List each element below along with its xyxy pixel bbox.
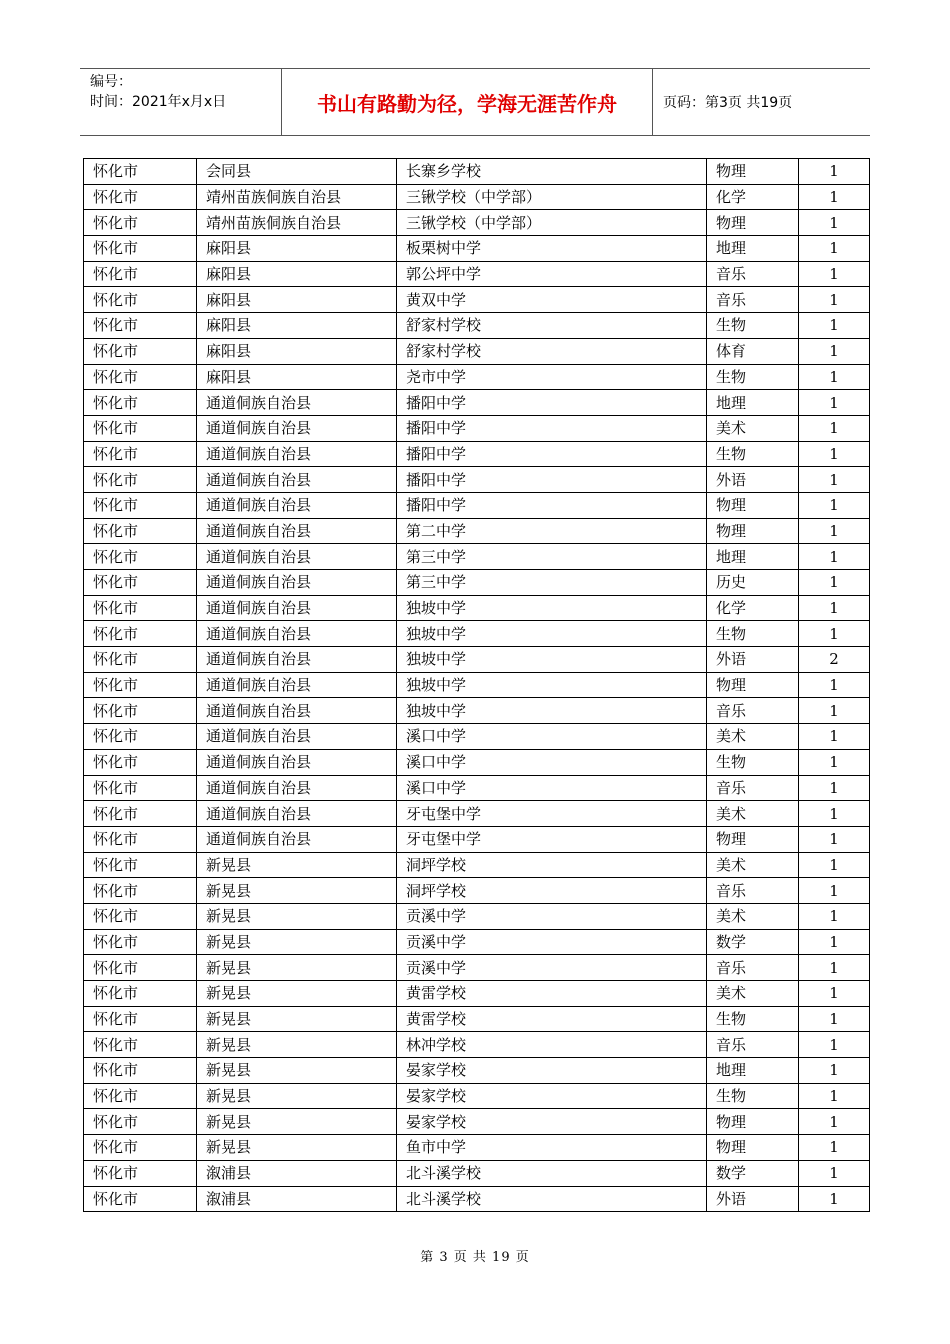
school-cell: 溪口中学 [397,749,707,775]
city-cell: 怀化市 [84,775,197,801]
city-cell: 怀化市 [84,801,197,827]
table-row [84,801,870,827]
subject-cell: 美术 [707,981,799,1007]
subject-cell: 外语 [707,1186,799,1212]
city-cell: 怀化市 [84,1058,197,1084]
city-cell: 怀化市 [84,1135,197,1161]
table-row [84,698,870,724]
subject-cell: 外语 [707,467,799,493]
table-row [84,1083,870,1109]
school-cell: 洞坪学校 [397,852,707,878]
school-cell: 牙屯堡中学 [397,826,707,852]
county-cell: 通道侗族自治县 [197,390,397,416]
city-cell: 怀化市 [84,1109,197,1135]
school-cell: 鱼市中学 [397,1135,707,1161]
count-cell: 1 [799,364,870,390]
page-header [80,68,870,136]
subject-cell: 地理 [707,1058,799,1084]
count-cell: 1 [799,210,870,236]
subject-cell: 化学 [707,595,799,621]
school-cell: 郭公坪中学 [397,261,707,287]
subject-cell: 生物 [707,441,799,467]
county-cell: 通道侗族自治县 [197,544,397,570]
count-cell: 1 [799,1135,870,1161]
city-cell: 怀化市 [84,236,197,262]
count-cell: 1 [799,1186,870,1212]
county-cell: 通道侗族自治县 [197,775,397,801]
table-row [84,313,870,339]
subject-cell: 生物 [707,621,799,647]
count-cell: 1 [799,852,870,878]
city-cell: 怀化市 [84,852,197,878]
county-cell: 通道侗族自治县 [197,826,397,852]
table-row [84,826,870,852]
school-cell: 林冲学校 [397,1032,707,1058]
subject-cell: 地理 [707,390,799,416]
document-number-label: 编号： [90,74,132,90]
city-cell: 怀化市 [84,647,197,673]
subject-cell: 物理 [707,826,799,852]
count-cell: 1 [799,1058,870,1084]
count-cell: 1 [799,1109,870,1135]
count-cell: 1 [799,981,870,1007]
county-cell: 新晃县 [197,929,397,955]
county-cell: 新晃县 [197,981,397,1007]
school-cell: 播阳中学 [397,441,707,467]
city-cell: 怀化市 [84,903,197,929]
table-row [84,878,870,904]
table-row [84,159,870,185]
subject-cell: 音乐 [707,698,799,724]
city-cell: 怀化市 [84,1186,197,1212]
table-row [84,929,870,955]
count-cell: 1 [799,492,870,518]
table-row [84,261,870,287]
subject-cell: 音乐 [707,955,799,981]
count-cell: 1 [799,724,870,750]
subject-cell: 物理 [707,492,799,518]
subject-cell: 地理 [707,236,799,262]
document-date: 时间：2021年x月x日 [90,94,227,110]
city-cell: 怀化市 [84,724,197,750]
count-cell: 1 [799,672,870,698]
school-cell: 贡溪中学 [397,955,707,981]
school-cell: 尧市中学 [397,364,707,390]
subject-cell: 体育 [707,338,799,364]
subject-cell: 生物 [707,1006,799,1032]
subject-cell: 数学 [707,1160,799,1186]
school-cell: 北斗溪学校 [397,1186,707,1212]
count-cell: 1 [799,775,870,801]
school-cell: 播阳中学 [397,415,707,441]
table-row [84,955,870,981]
table-row [84,338,870,364]
subject-cell: 美术 [707,415,799,441]
table-row [84,903,870,929]
county-cell: 通道侗族自治县 [197,698,397,724]
county-cell: 麻阳县 [197,364,397,390]
count-cell: 1 [799,390,870,416]
subject-cell: 美术 [707,801,799,827]
county-cell: 通道侗族自治县 [197,672,397,698]
count-cell: 1 [799,1006,870,1032]
table-row [84,1032,870,1058]
school-cell: 独坡中学 [397,647,707,673]
city-cell: 怀化市 [84,672,197,698]
city-cell: 怀化市 [84,261,197,287]
county-cell: 麻阳县 [197,287,397,313]
city-cell: 怀化市 [84,929,197,955]
position-table [83,158,870,1212]
county-cell: 通道侗族自治县 [197,801,397,827]
school-cell: 第三中学 [397,544,707,570]
subject-cell: 外语 [707,647,799,673]
subject-cell: 美术 [707,852,799,878]
city-cell: 怀化市 [84,287,197,313]
school-cell: 独坡中学 [397,595,707,621]
count-cell: 1 [799,467,870,493]
page-footer: 第 3 页 共 19 页 [420,1250,530,1265]
subject-cell: 音乐 [707,261,799,287]
school-cell: 晏家学校 [397,1109,707,1135]
city-cell: 怀化市 [84,518,197,544]
city-cell: 怀化市 [84,749,197,775]
subject-cell: 音乐 [707,775,799,801]
subject-cell: 音乐 [707,287,799,313]
subject-cell: 物理 [707,518,799,544]
county-cell: 新晃县 [197,955,397,981]
county-cell: 会同县 [197,159,397,185]
city-cell: 怀化市 [84,492,197,518]
subject-cell: 音乐 [707,878,799,904]
school-cell: 独坡中学 [397,621,707,647]
city-cell: 怀化市 [84,364,197,390]
city-cell: 怀化市 [84,1160,197,1186]
county-cell: 溆浦县 [197,1160,397,1186]
city-cell: 怀化市 [84,595,197,621]
county-cell: 麻阳县 [197,236,397,262]
city-cell: 怀化市 [84,210,197,236]
table-row [84,364,870,390]
count-cell: 1 [799,595,870,621]
city-cell: 怀化市 [84,1032,197,1058]
school-cell: 播阳中学 [397,390,707,416]
count-cell: 1 [799,929,870,955]
count-cell: 1 [799,826,870,852]
city-cell: 怀化市 [84,570,197,596]
subject-cell: 历史 [707,570,799,596]
school-cell: 长寨乡学校 [397,159,707,185]
table-row [84,621,870,647]
subject-cell: 美术 [707,903,799,929]
table-row [84,775,870,801]
table-row [84,544,870,570]
count-cell: 1 [799,698,870,724]
school-cell: 舒家村学校 [397,338,707,364]
county-cell: 通道侗族自治县 [197,647,397,673]
school-cell: 第二中学 [397,518,707,544]
county-cell: 通道侗族自治县 [197,749,397,775]
city-cell: 怀化市 [84,1083,197,1109]
table-row [84,1135,870,1161]
school-cell: 贡溪中学 [397,929,707,955]
count-cell: 1 [799,338,870,364]
city-cell: 怀化市 [84,415,197,441]
city-cell: 怀化市 [84,544,197,570]
position-table-body [84,159,870,1212]
table-row [84,184,870,210]
school-cell: 独坡中学 [397,672,707,698]
table-row [84,415,870,441]
city-cell: 怀化市 [84,467,197,493]
subject-cell: 数学 [707,929,799,955]
count-cell: 1 [799,518,870,544]
subject-cell: 生物 [707,1083,799,1109]
count-cell: 1 [799,621,870,647]
table-row [84,210,870,236]
table-row [84,981,870,1007]
subject-cell: 生物 [707,364,799,390]
city-cell: 怀化市 [84,826,197,852]
county-cell: 通道侗族自治县 [197,595,397,621]
county-cell: 新晃县 [197,878,397,904]
subject-cell: 地理 [707,544,799,570]
city-cell: 怀化市 [84,955,197,981]
school-cell: 第三中学 [397,570,707,596]
school-cell: 黄双中学 [397,287,707,313]
subject-cell: 物理 [707,1109,799,1135]
county-cell: 通道侗族自治县 [197,467,397,493]
header-meta [80,69,281,135]
school-cell: 牙屯堡中学 [397,801,707,827]
table-row [84,724,870,750]
subject-cell: 生物 [707,313,799,339]
school-cell: 黄雷学校 [397,981,707,1007]
school-cell: 晏家学校 [397,1058,707,1084]
county-cell: 新晃县 [197,1006,397,1032]
county-cell: 新晃县 [197,1109,397,1135]
header-page-info: 页码：第3页 共19页 [663,95,793,111]
school-cell: 溪口中学 [397,775,707,801]
county-cell: 通道侗族自治县 [197,518,397,544]
table-row [84,595,870,621]
table-row [84,1160,870,1186]
city-cell: 怀化市 [84,313,197,339]
school-cell: 播阳中学 [397,492,707,518]
table-row [84,441,870,467]
school-cell: 贡溪中学 [397,903,707,929]
county-cell: 麻阳县 [197,313,397,339]
table-row [84,749,870,775]
school-cell: 晏家学校 [397,1083,707,1109]
table-row [84,672,870,698]
school-cell: 溪口中学 [397,724,707,750]
county-cell: 麻阳县 [197,338,397,364]
city-cell: 怀化市 [84,159,197,185]
count-cell: 1 [799,287,870,313]
header-motto: 书山有路勤为径，学海无涯苦作舟 [281,69,653,135]
county-cell: 新晃县 [197,1058,397,1084]
count-cell: 1 [799,801,870,827]
subject-cell: 物理 [707,210,799,236]
city-cell: 怀化市 [84,878,197,904]
county-cell: 通道侗族自治县 [197,415,397,441]
table-row [84,852,870,878]
count-cell: 1 [799,261,870,287]
count-cell: 1 [799,313,870,339]
county-cell: 新晃县 [197,903,397,929]
table-row [84,236,870,262]
subject-cell: 化学 [707,184,799,210]
county-cell: 靖州苗族侗族自治县 [197,184,397,210]
city-cell: 怀化市 [84,1006,197,1032]
county-cell: 新晃县 [197,1135,397,1161]
count-cell: 1 [799,878,870,904]
subject-cell: 音乐 [707,1032,799,1058]
school-cell: 洞坪学校 [397,878,707,904]
count-cell: 1 [799,415,870,441]
county-cell: 新晃县 [197,1032,397,1058]
county-cell: 靖州苗族侗族自治县 [197,210,397,236]
county-cell: 麻阳县 [197,261,397,287]
city-cell: 怀化市 [84,621,197,647]
count-cell: 1 [799,441,870,467]
county-cell: 通道侗族自治县 [197,724,397,750]
subject-cell: 美术 [707,724,799,750]
subject-cell: 物理 [707,672,799,698]
subject-cell: 物理 [707,159,799,185]
table-row [84,570,870,596]
school-cell: 三锹学校（中学部） [397,184,707,210]
city-cell: 怀化市 [84,981,197,1007]
count-cell: 1 [799,903,870,929]
county-cell: 通道侗族自治县 [197,570,397,596]
table-row [84,1006,870,1032]
school-cell: 独坡中学 [397,698,707,724]
table-row [84,467,870,493]
count-cell: 1 [799,1032,870,1058]
school-cell: 板栗树中学 [397,236,707,262]
table-row [84,1109,870,1135]
count-cell: 1 [799,1083,870,1109]
table-row [84,492,870,518]
city-cell: 怀化市 [84,390,197,416]
school-cell: 三锹学校（中学部） [397,210,707,236]
city-cell: 怀化市 [84,441,197,467]
city-cell: 怀化市 [84,184,197,210]
county-cell: 通道侗族自治县 [197,441,397,467]
county-cell: 通道侗族自治县 [197,621,397,647]
county-cell: 溆浦县 [197,1186,397,1212]
count-cell: 2 [799,647,870,673]
city-cell: 怀化市 [84,698,197,724]
county-cell: 新晃县 [197,852,397,878]
county-cell: 新晃县 [197,1083,397,1109]
school-cell: 舒家村学校 [397,313,707,339]
table-row [84,647,870,673]
school-cell: 播阳中学 [397,467,707,493]
school-cell: 黄雷学校 [397,1006,707,1032]
count-cell: 1 [799,184,870,210]
count-cell: 1 [799,749,870,775]
subject-cell: 生物 [707,749,799,775]
city-cell: 怀化市 [84,338,197,364]
subject-cell: 物理 [707,1135,799,1161]
table-row [84,1186,870,1212]
table-row [84,1058,870,1084]
table-row [84,287,870,313]
table-row [84,390,870,416]
count-cell: 1 [799,1160,870,1186]
table-row [84,518,870,544]
county-cell: 通道侗族自治县 [197,492,397,518]
count-cell: 1 [799,955,870,981]
school-cell: 北斗溪学校 [397,1160,707,1186]
count-cell: 1 [799,236,870,262]
count-cell: 1 [799,544,870,570]
count-cell: 1 [799,159,870,185]
count-cell: 1 [799,570,870,596]
